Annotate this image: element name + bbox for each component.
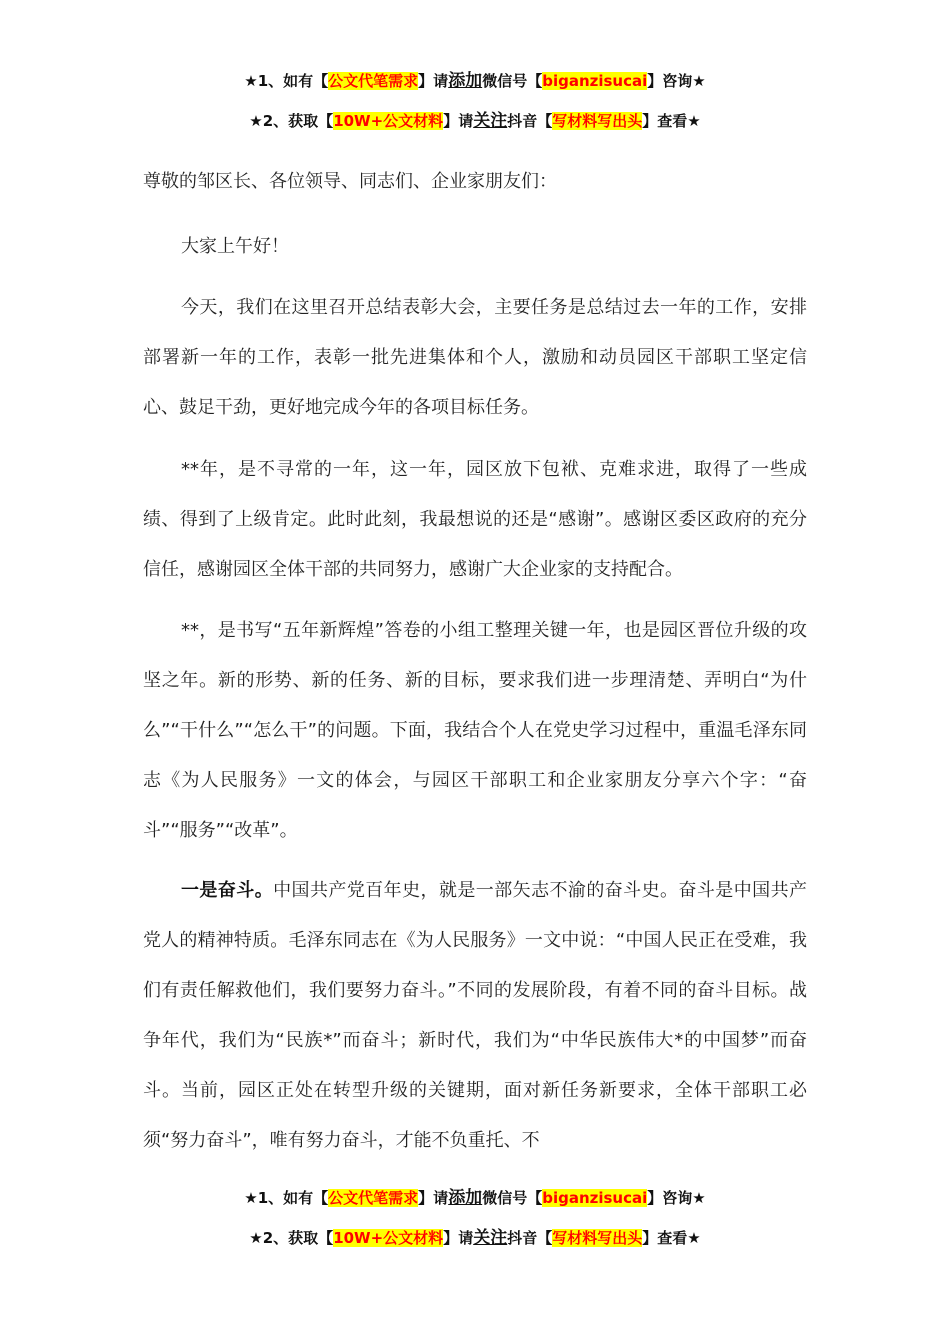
banner-text: 抖音【 <box>507 112 553 130</box>
top-banner-line-2 <box>0 109 950 133</box>
banner-highlight: 公文代笔需求 <box>328 72 419 90</box>
banner-text: 】请 <box>418 1189 449 1207</box>
banner-text: ★2、获取【 <box>249 1229 334 1247</box>
banner-underlined-text: 添加 <box>448 1188 483 1208</box>
banner-text: 微信号【 <box>482 72 543 90</box>
banner-text: ★2、获取【 <box>249 112 334 130</box>
greeting-paragraph <box>143 222 807 272</box>
banner-text: ★1、如有【 <box>244 72 329 90</box>
top-banner-line-1 <box>0 69 950 93</box>
paragraph-2 <box>143 445 807 595</box>
paragraph-lead-bold: 一是奋斗。 <box>181 880 274 901</box>
paragraph-body: 中国共产党百年史，就是一部矢志不渝的奋斗史。奋斗是中国共产党人的精神特质。毛泽东同志在《为人民服务》一文中说：“中国人民正在受难，我们有责任解救他们，我们要努力奋斗。”不同的发展阶段，有着不同的奋斗目标。战争年代，我们为“民族*”而奋斗；新时代，我们为“中华民族伟大*的中国梦”而奋斗。当前，园区正处在转型升级的关键期，面对新任务新要求，全体干部职工必须“努力奋斗”，唯有努力奋斗，才能不负重托、不 <box>143 880 807 1151</box>
banner-underlined-text: 关注 <box>473 111 508 131</box>
banner-text: 】请 <box>443 112 474 130</box>
bottom-banner-line-1 <box>0 1186 950 1210</box>
banner-text: 】请 <box>418 72 449 90</box>
greeting-text: 大家上午好！ <box>181 236 289 257</box>
banner-text: 】咨询★ <box>647 1189 706 1207</box>
banner-highlight: 10W+公文材料 <box>333 112 444 130</box>
banner-underlined-text: 添加 <box>448 71 483 91</box>
paragraph-text: 今天，我们在这里召开总结表彰大会，主要任务是总结过去一年的工作，安排部署新一年的工作，表彰一批先进集体和个人，激励和动员园区干部职工坚定信心、鼓足干劲，更好地完成今年的各项目标任务。 <box>143 297 807 418</box>
bottom-banner-line-2 <box>0 1226 950 1250</box>
banner-highlight: 写材料写出头 <box>552 1229 643 1247</box>
banner-text: 】查看★ <box>642 1229 701 1247</box>
banner-highlight: 写材料写出头 <box>552 112 643 130</box>
banner-highlight: 10W+公文材料 <box>333 1229 444 1247</box>
paragraph-text: **年，是不寻常的一年，这一年，园区放下包袱、克难求进，取得了一些成绩、得到了上级肯定。此时此刻，我最想说的还是“感谢”。感谢区委区政府的充分信任，感谢园区全体干部的共同努力，感谢广大企业家的支持配合。 <box>143 459 807 580</box>
paragraph-4 <box>143 866 807 1166</box>
banner-text: 抖音【 <box>507 1229 553 1247</box>
banner-text: 】咨询★ <box>647 72 706 90</box>
banner-highlight: biganzisucai <box>542 72 648 90</box>
banner-highlight: 公文代笔需求 <box>328 1189 419 1207</box>
paragraph-text <box>143 866 807 1166</box>
banner-text: 】请 <box>443 1229 474 1247</box>
banner-text: 】查看★ <box>642 112 701 130</box>
banner-text: ★1、如有【 <box>244 1189 329 1207</box>
banner-highlight: biganzisucai <box>542 1189 648 1207</box>
salutation: 尊敬的邹区长、各位领导、同志们、企业家朋友们： <box>143 171 557 192</box>
paragraph-text: **，是书写“五年新辉煌”答卷的小组工整理关键一年，也是园区晋位升级的攻坚之年。新的形势、新的任务、新的目标，要求我们进一步理清楚、弄明白“为什么”“干什么”“怎么干”的问题。下面，我结合个人在党史学习过程中，重温毛泽东同志《为人民服务》一文的体会，与园区干部职工和企业家朋友分享六个字：“奋斗”“服务”“改革”。 <box>143 620 807 841</box>
paragraph-1 <box>143 283 807 433</box>
paragraph-3 <box>143 606 807 856</box>
banner-underlined-text: 关注 <box>473 1228 508 1248</box>
banner-text: 微信号【 <box>482 1189 543 1207</box>
